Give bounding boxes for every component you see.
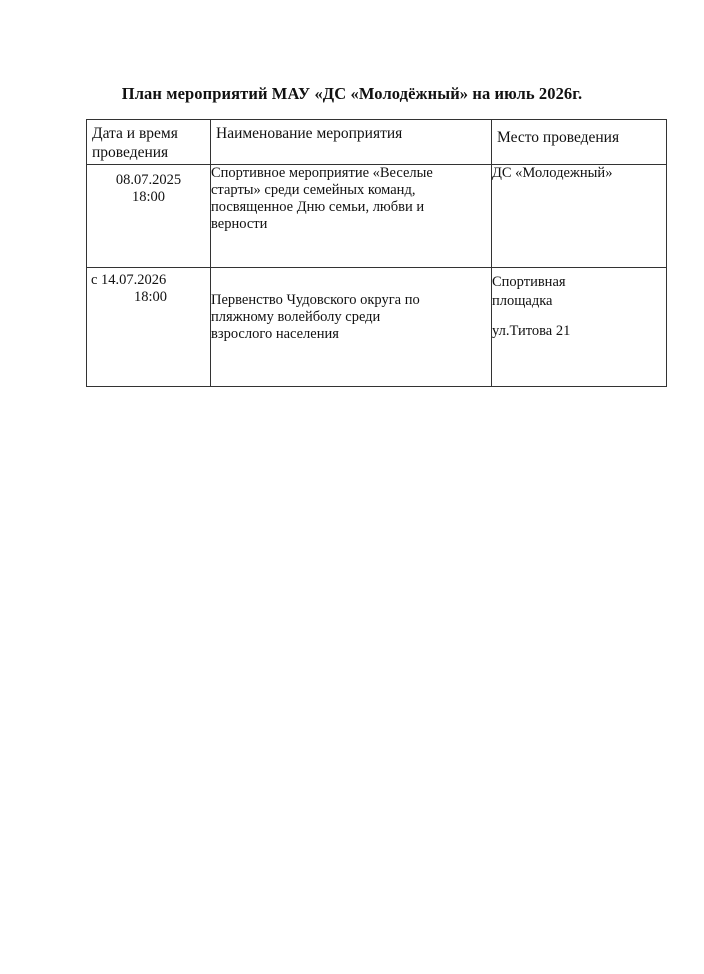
table-header-row	[87, 120, 667, 165]
header-date-cell	[87, 120, 211, 165]
events-table	[86, 119, 667, 387]
event-name-line: Первенство Чудовского округа по	[211, 292, 420, 308]
row-place-cell	[492, 268, 667, 387]
event-place-line: площадка	[492, 293, 553, 309]
event-date: 08.07.2025	[115, 172, 182, 188]
event-place-line: ДС «Молодежный»	[492, 165, 613, 181]
event-date: с 14.07.2026	[91, 272, 167, 288]
event-place-line: ул.Титова 21	[492, 323, 571, 339]
row-event-cell	[211, 165, 492, 268]
spacer	[492, 310, 666, 323]
event-place-line: Спортивная	[492, 274, 566, 290]
row-event-cell	[211, 268, 492, 387]
header-date-label-2: проведения	[92, 144, 169, 161]
event-name-line: посвященное Дню семьи, любви и	[211, 199, 425, 215]
header-name-cell	[211, 120, 492, 165]
row-date-cell	[87, 268, 211, 387]
event-name-line: взрослого населения	[211, 326, 339, 342]
table-row	[87, 268, 667, 387]
document-title: План мероприятий МАУ «ДС «Молодёжный» на июль 2026г.	[121, 84, 583, 103]
row-place-cell	[492, 165, 667, 268]
event-name-line: пляжному волейболу среди	[211, 309, 381, 325]
table-row	[87, 165, 667, 268]
row-date-cell	[87, 165, 211, 268]
header-name-label: Наименование мероприятия	[216, 125, 403, 142]
header-date-label: Дата и время	[92, 125, 178, 142]
event-name-line: Спортивное мероприятие «Веселые	[211, 165, 433, 181]
event-name-line: верности	[211, 216, 268, 232]
event-name-line: старты» среди семейных команд,	[211, 182, 416, 198]
header-place-cell	[492, 120, 667, 165]
event-time: 18:00	[133, 289, 168, 305]
header-place-label: Место проведения	[497, 129, 620, 146]
event-time: 18:00	[131, 189, 166, 205]
